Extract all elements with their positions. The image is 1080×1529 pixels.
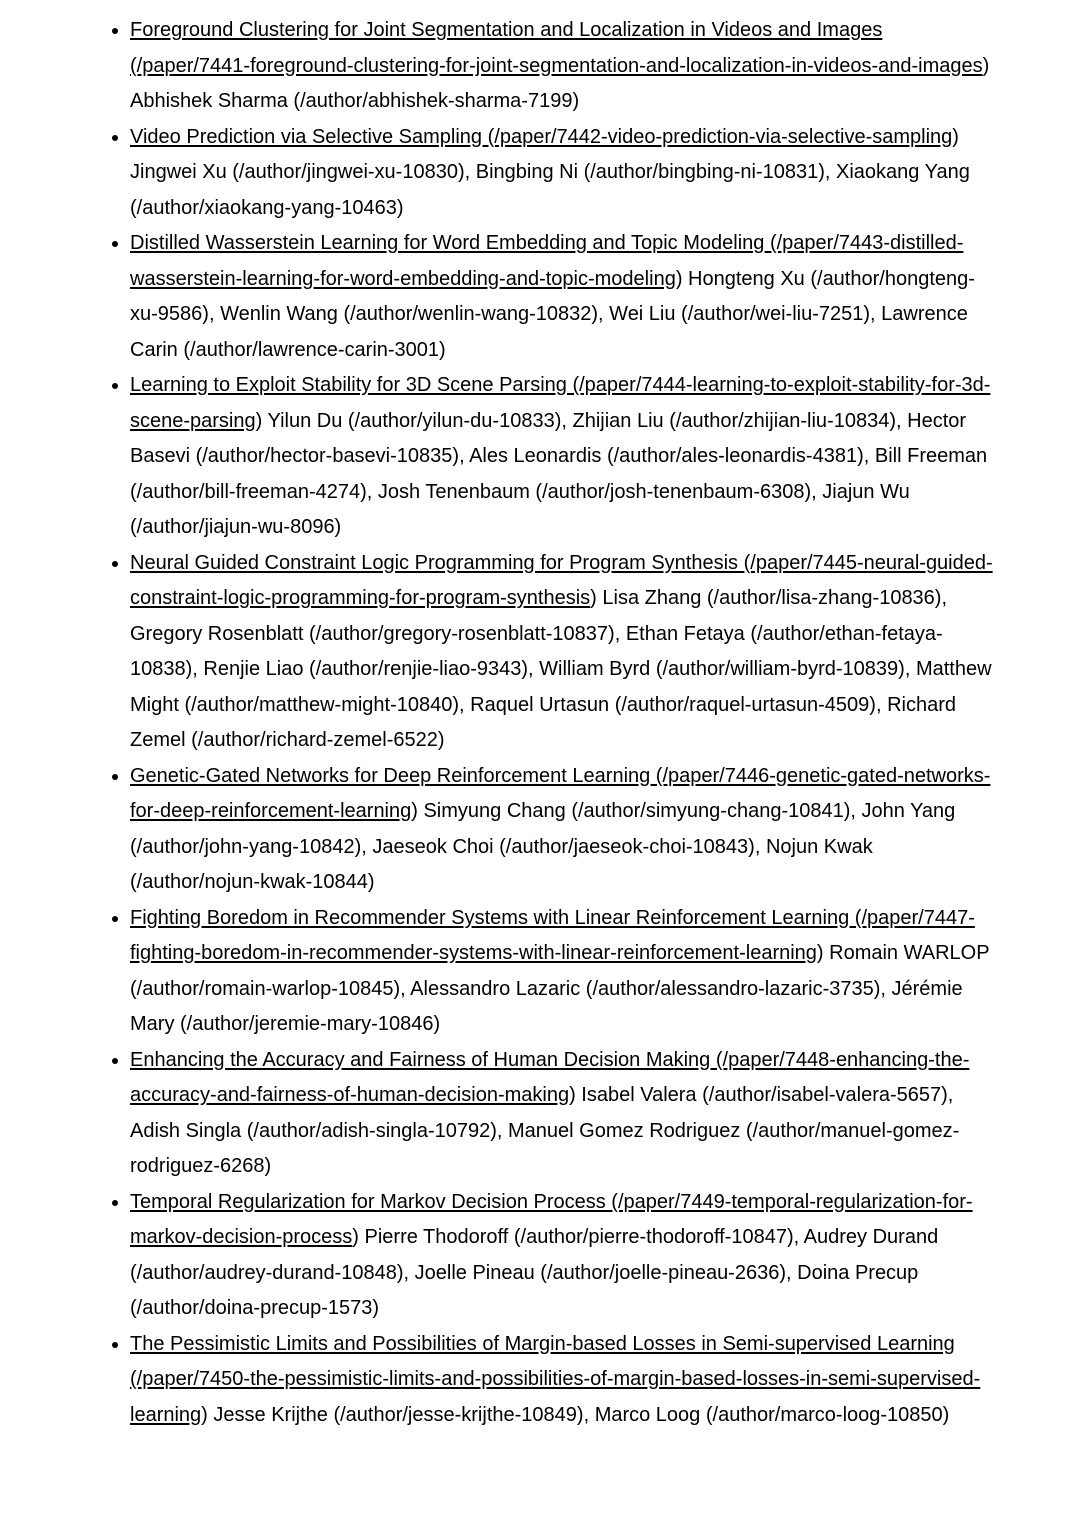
paper-list-item	[130, 13, 996, 120]
author-link[interactable]: Lawrence Carin (/author/lawrence-carin-3001)	[130, 303, 968, 361]
paper-list-item	[130, 368, 996, 546]
author-link[interactable]: Romain WARLOP (/author/romain-warlop-10845)	[130, 942, 990, 1000]
author-link[interactable]: Wenlin Wang (/author/wenlin-wang-10832)	[220, 303, 599, 325]
author-link[interactable]: Lisa Zhang (/author/lisa-zhang-10836)	[602, 587, 942, 609]
author-link[interactable]: Richard Zemel (/author/richard-zemel-6522)	[130, 693, 956, 751]
paper-list-item	[130, 759, 996, 901]
paper-list-item	[130, 120, 996, 227]
author-link[interactable]: Jesse Krijthe (/author/jesse-krijthe-10849)	[213, 1403, 584, 1426]
author-link[interactable]: Doina Precup (/author/doina-precup-1573)	[130, 1261, 919, 1319]
paper-list-item	[130, 901, 996, 1043]
author-link[interactable]: Ales Leonardis (/author/ales-leonardis-4381)	[469, 445, 864, 467]
paper-authors: ) Isabel Valera (/author/isabel-valera-5657), Adish Singla (/author/adish-singla-10792), Manuel Gomez Rodriguez (/author/manuel-gomez-rodriguez-6268)	[130, 1084, 960, 1177]
author-link[interactable]: John Yang (/author/john-yang-10842)	[130, 800, 956, 858]
author-link[interactable]: Bingbing Ni (/author/bingbing-ni-10831)	[475, 161, 825, 183]
author-link[interactable]: William Byrd (/author/william-byrd-10839)	[539, 658, 905, 680]
author-link[interactable]: Simyung Chang (/author/simyung-chang-10841)	[423, 800, 851, 822]
paper-list-item	[130, 1327, 996, 1434]
paper-list-item	[130, 546, 996, 759]
author-link[interactable]: Nojun Kwak (/author/nojun-kwak-10844)	[130, 835, 873, 893]
author-link[interactable]: Jingwei Xu (/author/jingwei-xu-10830)	[130, 161, 465, 183]
author-link[interactable]: Ethan Fetaya (/author/ethan-fetaya-10838)	[130, 622, 943, 680]
paper-authors: ) Simyung Chang (/author/simyung-chang-10841), John Yang (/author/john-yang-10842), Jaeseok Choi (/author/jaeseok-choi-10843), Nojun Kwak (/author/nojun-kwak-10844)	[130, 800, 956, 893]
author-link[interactable]: Zhijian Liu (/author/zhijian-liu-10834)	[572, 409, 896, 432]
paper-authors: ) Hongteng Xu (/author/hongteng-xu-9586), Wenlin Wang (/author/wenlin-wang-10832), Wei Liu (/author/wei-liu-7251), Lawrence Carin (/author/lawrence-carin-3001)	[130, 267, 975, 361]
author-link[interactable]: Gregory Rosenblatt (/author/gregory-rosenblatt-10837)	[130, 622, 615, 645]
author-link[interactable]: Manuel Gomez Rodriguez (/author/manuel-gomez-rodriguez-6268)	[130, 1119, 960, 1177]
paper-link[interactable]: Temporal Regularization for Markov Decision Process (/paper/7449-temporal-regularization-for-markov-decision-process	[130, 1190, 973, 1248]
author-link[interactable]: Abhishek Sharma (/author/abhishek-sharma-7199)	[130, 90, 580, 112]
paper-link[interactable]: Foreground Clustering for Joint Segmentation and Localization in Videos and Images (/paper/7441-foreground-clustering-for-joint-segmentation-and-localization-in-videos-and-images	[130, 19, 983, 77]
author-link[interactable]: Matthew Might (/author/matthew-might-10840)	[130, 658, 992, 716]
paper-link[interactable]: The Pessimistic Limits and Possibilities of Margin-based Losses in Semi-supervised Learning (/paper/7450-the-pessimistic-limits-and-possibilities-of-margin-based-losses-in-semi-supervised-learning	[130, 1332, 981, 1426]
author-link[interactable]: Xiaokang Yang (/author/xiaokang-yang-10463)	[130, 161, 970, 219]
paper-link[interactable]: Neural Guided Constraint Logic Programming for Program Synthesis (/paper/7445-neural-guided-constraint-logic-programming-for-program-synthesis	[130, 551, 993, 609]
author-link[interactable]: Marco Loog (/author/marco-loog-10850)	[594, 1403, 950, 1426]
paper-list-item	[130, 226, 996, 368]
paper-link[interactable]: Learning to Exploit Stability for 3D Scene Parsing (/paper/7444-learning-to-exploit-stability-for-3d-scene-parsing	[130, 374, 991, 432]
author-link[interactable]: Hongteng Xu (/author/hongteng-xu-9586)	[130, 267, 975, 325]
author-link[interactable]: Audrey Durand (/author/audrey-durand-10848)	[130, 1226, 939, 1284]
paper-authors: ) Abhishek Sharma (/author/abhishek-sharma-7199)	[130, 54, 990, 112]
paper-authors: ) Jesse Krijthe (/author/jesse-krijthe-10849), Marco Loog (/author/marco-loog-10850)	[201, 1403, 950, 1426]
paper-link[interactable]: Enhancing the Accuracy and Fairness of Human Decision Making (/paper/7448-enhancing-the-accuracy-and-fairness-of-human-decision-making	[130, 1048, 970, 1106]
author-link[interactable]: Renjie Liao (/author/renjie-liao-9343)	[203, 658, 529, 680]
author-link[interactable]: Jiajun Wu (/author/jiajun-wu-8096)	[130, 480, 910, 538]
author-link[interactable]: Bill Freeman (/author/bill-freeman-4274)	[130, 445, 988, 503]
paper-list-item	[130, 1185, 996, 1327]
paper-link[interactable]: Distilled Wasserstein Learning for Word Embedding and Topic Modeling (/paper/7443-distilled-wasserstein-learning-for-word-embedding-and-topic-modeling	[130, 232, 964, 290]
author-link[interactable]: Joelle Pineau (/author/joelle-pineau-2636)	[414, 1261, 786, 1284]
author-link[interactable]: Isabel Valera (/author/isabel-valera-5657)	[581, 1084, 948, 1106]
paper-link[interactable]: Genetic-Gated Networks for Deep Reinforcement Learning (/paper/7446-genetic-gated-networks-for-deep-reinforcement-learning	[130, 764, 991, 822]
paper-list-item	[130, 1043, 996, 1185]
author-link[interactable]: Alessandro Lazaric (/author/alessandro-lazaric-3735)	[410, 977, 881, 1000]
paper-authors: ) Lisa Zhang (/author/lisa-zhang-10836), Gregory Rosenblatt (/author/gregory-rosenblatt-10837), Ethan Fetaya (/author/ethan-fetaya-10838), Renjie Liao (/author/renjie-liao-9343), William Byrd (/author/william-byrd-10839), Matthew Might (/author/matthew-might-10840), Raquel Urtasun (/author/raquel-urtasun-4509), Richard Zemel (/author/richard-zemel-6522)	[130, 587, 992, 751]
author-link[interactable]: Raquel Urtasun (/author/raquel-urtasun-4509)	[470, 693, 876, 716]
paper-list	[0, 13, 1080, 1433]
paper-authors: ) Pierre Thodoroff (/author/pierre-thodoroff-10847), Audrey Durand (/author/audrey-durand-10848), Joelle Pineau (/author/joelle-pineau-2636), Doina Precup (/author/doina-precup-1573)	[130, 1226, 939, 1319]
author-link[interactable]: Jaeseok Choi (/author/jaeseok-choi-10843)	[372, 835, 755, 858]
author-link[interactable]: Hector Basevi (/author/hector-basevi-10835)	[130, 409, 967, 467]
author-link[interactable]: Yilun Du (/author/yilun-du-10833)	[267, 409, 562, 432]
author-link[interactable]: Wei Liu (/author/wei-liu-7251)	[609, 303, 871, 325]
paper-authors: ) Yilun Du (/author/yilun-du-10833), Zhijian Liu (/author/zhijian-liu-10834), Hector Basevi (/author/hector-basevi-10835), Ales Leonardis (/author/ales-leonardis-4381), Bill Freeman (/author/bill-freeman-4274), Josh Tenenbaum (/author/josh-tenenbaum-6308), Jiajun Wu (/author/jiajun-wu-8096)	[130, 409, 988, 538]
paper-authors: ) Jingwei Xu (/author/jingwei-xu-10830), Bingbing Ni (/author/bingbing-ni-10831), Xiaokang Yang (/author/xiaokang-yang-10463)	[130, 125, 970, 219]
paper-link[interactable]: Video Prediction via Selective Sampling (/paper/7442-video-prediction-via-selective-sampling	[130, 125, 953, 148]
author-link[interactable]: Jérémie Mary (/author/jeremie-mary-10846)	[130, 977, 963, 1035]
author-link[interactable]: Pierre Thodoroff (/author/pierre-thodoroff-10847)	[364, 1226, 794, 1248]
paper-link[interactable]: Fighting Boredom in Recommender Systems with Linear Reinforcement Learning (/paper/7447-fighting-boredom-in-recommender-systems-with-linear-reinforcement-learning	[130, 906, 975, 964]
paper-authors: ) Romain WARLOP (/author/romain-warlop-10845), Alessandro Lazaric (/author/alessandro-lazaric-3735), Jérémie Mary (/author/jeremie-mary-10846)	[130, 942, 990, 1035]
author-link[interactable]: Adish Singla (/author/adish-singla-10792)	[130, 1119, 497, 1142]
author-link[interactable]: Josh Tenenbaum (/author/josh-tenenbaum-6308)	[377, 480, 812, 503]
